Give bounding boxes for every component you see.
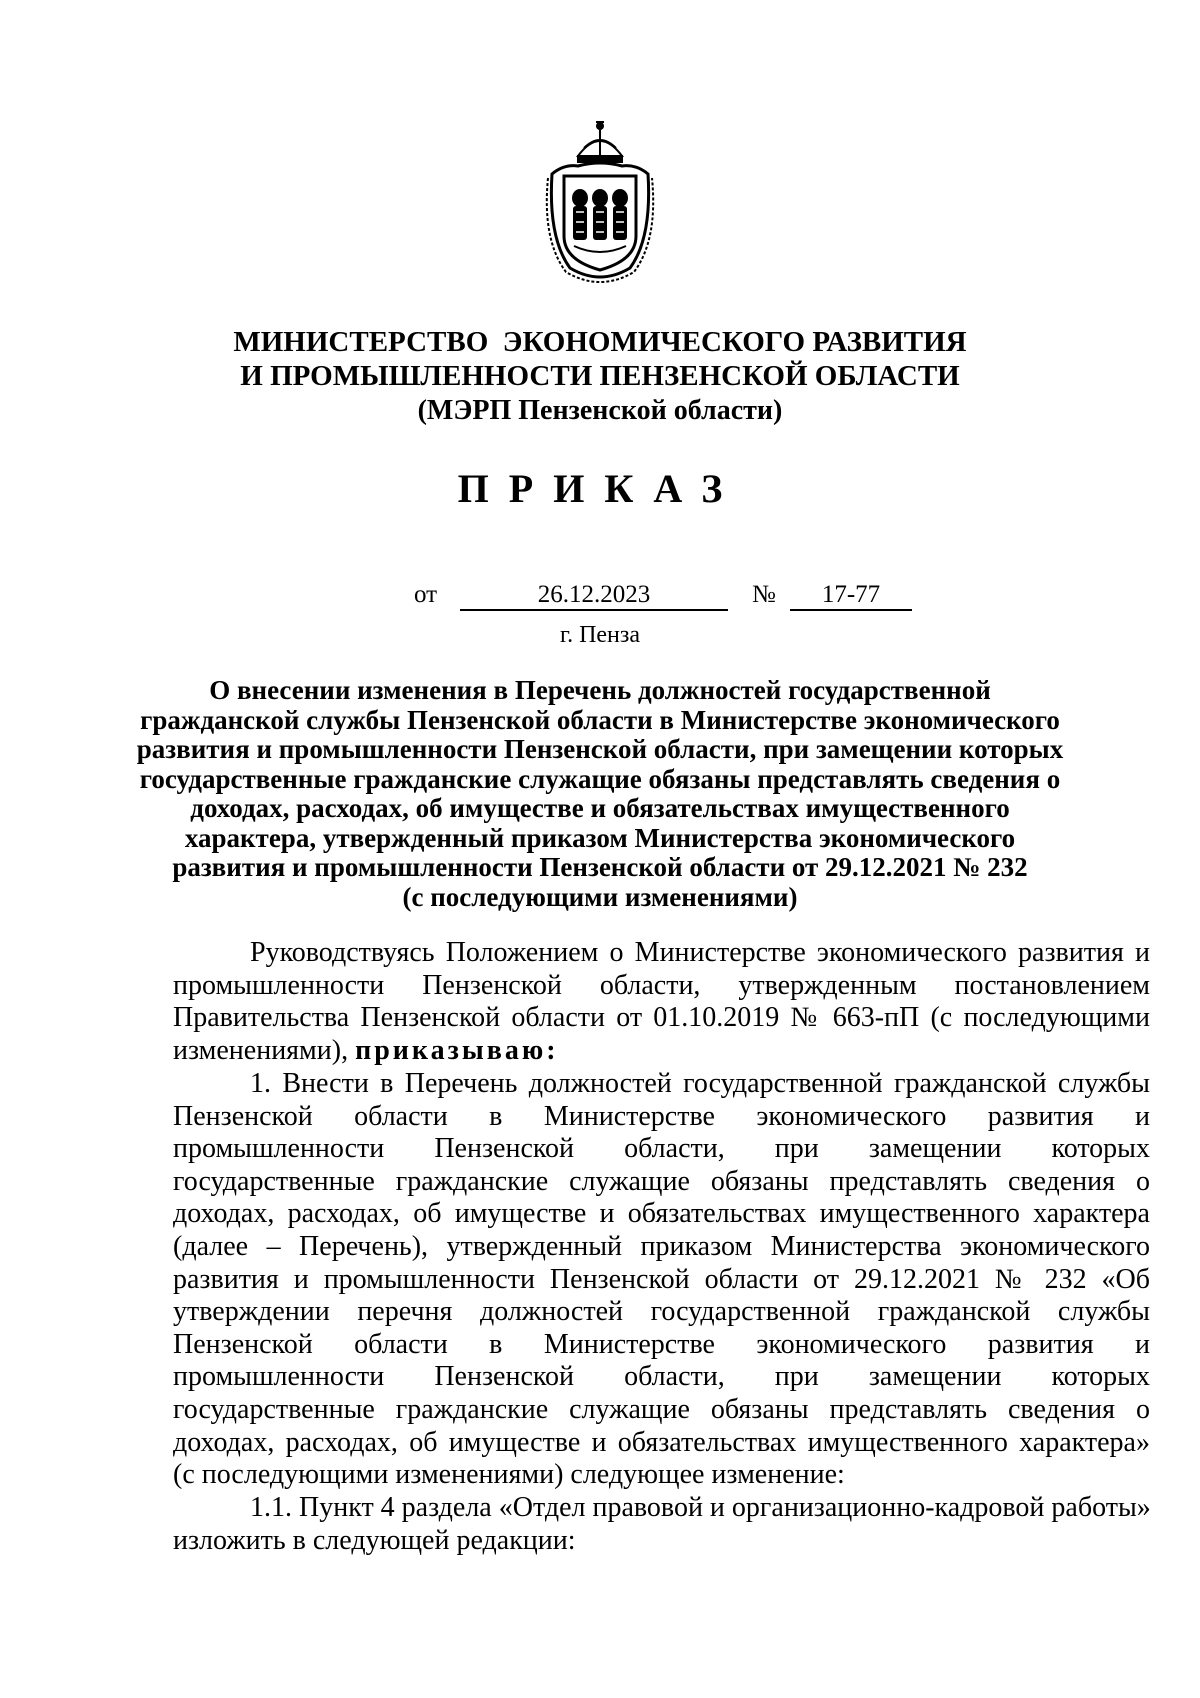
- coat-of-arms-emblem: [540, 118, 660, 288]
- date-from-label: от: [414, 581, 438, 608]
- org-name-line2: И ПРОМЫШЛЕННОСТИ ПЕНЗЕНСКОЙ ОБЛАСТИ: [240, 360, 960, 392]
- body-line: (с последующими изменениями) следующее изменение:: [173, 1459, 845, 1491]
- preamble-tail: изменениями),: [173, 1034, 349, 1066]
- document-date: 26.12.2023: [460, 579, 728, 611]
- title-line: развития и промышленности Пензенской области, при замещении которых: [136, 734, 1064, 764]
- body-line: Пензенской области в Министерстве экономического развития и: [173, 1328, 1150, 1360]
- body-line: промышленности Пензенской области, утвержденным постановлением: [173, 969, 1150, 1001]
- body-line: промышленности Пензенской области, при замещении которых: [173, 1361, 1150, 1393]
- body-line: (далее – Перечень), утвержденный приказом Министерства экономического: [173, 1230, 1150, 1262]
- body-line: доходах, расходах, об имуществе и обязательствах имущественного характера»: [173, 1426, 1150, 1458]
- body-line: изложить в следующей редакции:: [173, 1524, 576, 1556]
- body-line: развития и промышленности Пензенской области от 29.12.2021 № 232 «Об: [173, 1263, 1150, 1295]
- org-short-name: (МЭРП Пензенской области): [417, 395, 783, 426]
- body-line: [173, 1035, 1150, 1068]
- title-line: характера, утвержденный приказом Министерства экономического: [184, 822, 1016, 853]
- title-line: государственные гражданские служащие обязаны представлять сведения о: [139, 763, 1061, 794]
- preamble-paragraph: [173, 937, 1150, 1067]
- item-1-1-paragraph: [173, 1492, 1150, 1557]
- body-line: Пензенской области в Министерстве экономического развития и: [173, 1100, 1150, 1132]
- body-line: 1.1. Пункт 4 раздела «Отдел правовой и организационно-кадровой работы»: [250, 1492, 1151, 1523]
- body-line: Руководствуясь Положением о Министерстве экономического развития и: [250, 937, 1150, 968]
- title-line: (с последующими изменениями): [402, 881, 798, 912]
- body-line: утверждении перечня должностей государственной гражданской службы: [173, 1296, 1150, 1328]
- body-line: Правительства Пензенской области от 01.10.2019 № 663-пП (с последующими: [173, 1002, 1150, 1034]
- title-line: О внесении изменения в Перечень должностей государственной: [209, 675, 991, 705]
- item-1-paragraph: [173, 1068, 1150, 1492]
- number-label: №: [752, 581, 776, 608]
- document-number: 17-77: [790, 579, 912, 611]
- title-line: развития и промышленности Пензенской области от 29.12.2021 № 232: [172, 852, 1028, 882]
- body-line: 1. Внести в Перечень должностей государственной гражданской службы: [250, 1068, 1150, 1099]
- body-line: доходах, расходах, об имуществе и обязательствах имущественного характера: [173, 1198, 1150, 1230]
- body-line: государственные гражданские служащие обязаны представлять сведения о: [173, 1393, 1150, 1425]
- body-line: государственные гражданские служащие обязаны представлять сведения о: [173, 1165, 1150, 1197]
- title-line: гражданской службы Пензенской области в Министерстве экономического: [140, 704, 1060, 735]
- document-type-heading: ПРИКАЗ: [457, 466, 743, 511]
- city: г. Пенза: [559, 622, 641, 648]
- document-title: [0, 676, 1200, 912]
- body-line: промышленности Пензенской области, при замещении которых: [173, 1133, 1150, 1165]
- title-line: доходах, расходах, об имуществе и обязательствах имущественного: [190, 793, 1010, 823]
- org-name-line1: МИНИСТЕРСТВО ЭКОНОМИЧЕСКОГО РАЗВИТИЯ: [233, 326, 967, 358]
- order-word: приказываю:: [355, 1034, 559, 1066]
